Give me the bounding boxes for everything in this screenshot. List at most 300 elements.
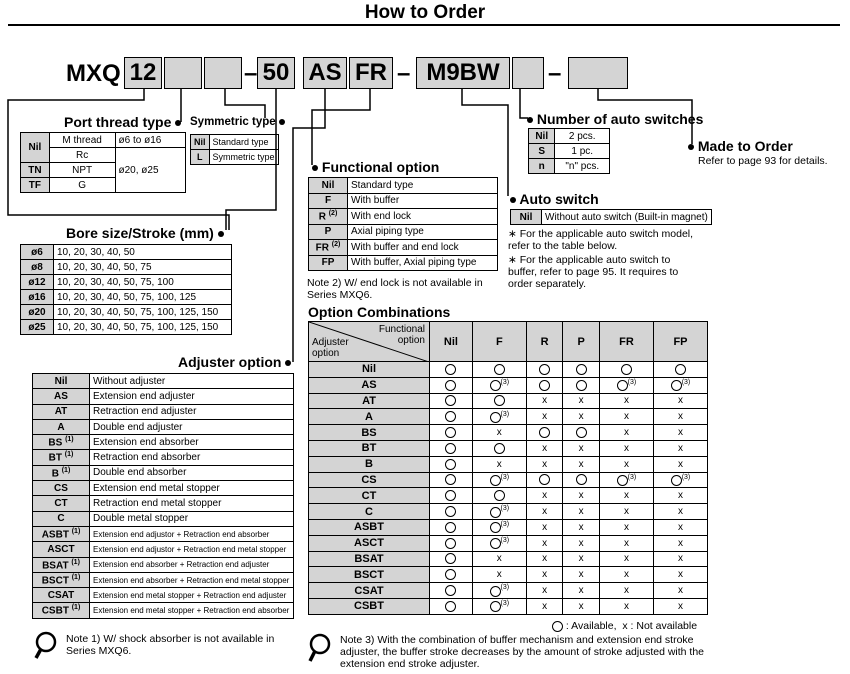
row-header: Nil — [309, 362, 430, 378]
combination-cell — [430, 504, 473, 520]
port-thread-type: NPT — [49, 163, 115, 178]
adjuster-desc: Extension end absorber + Retraction end adjuster — [90, 557, 294, 572]
not-available-mark: x — [542, 506, 548, 518]
available-circle-icon — [445, 506, 456, 517]
footnote-ref: (3) — [627, 473, 637, 481]
not-available-mark: x — [677, 395, 683, 407]
not-available-mark: x — [578, 442, 584, 454]
magnifier-icon — [34, 631, 60, 661]
combination-cell — [526, 456, 563, 472]
combination-cell — [653, 583, 707, 599]
not-available-mark: x — [578, 506, 584, 518]
combination-cell — [563, 393, 600, 409]
combination-cell — [526, 488, 563, 504]
combination-cell — [563, 377, 600, 393]
available-circle-icon — [445, 538, 456, 549]
row-header: BT — [309, 440, 430, 456]
magnifier-icon — [308, 632, 334, 664]
combination-cell — [526, 440, 563, 456]
table-row — [309, 535, 708, 551]
available-circle-icon — [445, 490, 456, 501]
adjuster-key-label: CSAT — [47, 589, 75, 601]
made-to-order-desc: Refer to page 93 for details. — [698, 155, 828, 167]
combination-cell — [526, 504, 563, 520]
port-thread-key: TN — [21, 163, 50, 178]
functional-key — [309, 193, 348, 209]
combination-cell — [472, 393, 526, 409]
available-circle-icon — [539, 380, 550, 391]
combination-cell — [430, 551, 473, 567]
auto-switch-note: ∗ For the applicable auto switch model, refer to the table below. — [508, 228, 694, 252]
available-circle-icon — [445, 411, 456, 422]
adjuster-key — [33, 450, 90, 465]
table-row — [309, 583, 708, 599]
not-available-mark: x — [578, 569, 584, 581]
column-header: R — [526, 322, 563, 362]
table-row — [33, 603, 294, 618]
adjuster-desc: Double end adjuster — [90, 419, 294, 434]
available-circle-icon — [552, 621, 563, 632]
footnote-ref: (3) — [500, 473, 510, 481]
footnote-ref: (3) — [500, 584, 510, 592]
combination-cell — [430, 393, 473, 409]
num-switches-val: 2 pcs. — [555, 129, 610, 144]
available-circle-icon — [445, 364, 456, 375]
combination-cell — [599, 377, 653, 393]
combination-cell — [599, 409, 653, 425]
table-row — [33, 526, 294, 541]
not-available-mark: x — [623, 458, 629, 470]
adjuster-key-label: AS — [54, 390, 68, 402]
not-available-mark: x — [542, 458, 548, 470]
code-dash-1: – — [244, 60, 258, 87]
footnote-ref: (1) — [61, 466, 71, 474]
combination-cell — [653, 567, 707, 583]
adjuster-desc: Double metal stopper — [90, 511, 294, 526]
bore-key: ø25 — [21, 320, 54, 335]
table-row — [309, 393, 708, 409]
bore-key: ø20 — [21, 305, 54, 320]
port-thread-header: Port thread type — [64, 114, 181, 130]
available-circle-icon — [490, 475, 501, 486]
combination-cell — [430, 409, 473, 425]
combination-cell — [599, 504, 653, 520]
functional-desc: Axial piping type — [348, 224, 498, 240]
adjuster-key-label: BS — [48, 437, 63, 449]
adjuster-key — [33, 435, 90, 450]
bore-key: ø12 — [21, 275, 54, 290]
combination-cell — [563, 583, 600, 599]
column-header: F — [472, 322, 526, 362]
symmetric-key: Nil — [191, 135, 210, 150]
adjuster-table — [32, 373, 294, 619]
available-circle-icon — [671, 380, 682, 391]
table-row — [33, 481, 294, 496]
adjuster-desc: Extension end absorber — [90, 435, 294, 450]
adjuster-key-label: AT — [54, 406, 68, 418]
combination-cell — [430, 598, 473, 614]
not-available-mark: x — [677, 553, 683, 565]
combination-cell — [472, 519, 526, 535]
combination-cell — [563, 362, 600, 378]
bullet-dot — [285, 360, 291, 366]
row-header: C — [309, 504, 430, 520]
table-row — [309, 255, 498, 271]
not-available-mark: x — [496, 569, 502, 581]
combination-cell — [526, 472, 563, 488]
port-thread-table — [20, 132, 186, 193]
port-thread-type: Rc — [49, 148, 115, 163]
available-circle-icon — [445, 474, 456, 485]
functional-key-label: FR — [315, 242, 329, 254]
corner-cell — [309, 322, 430, 362]
table-row — [309, 551, 708, 567]
table-row — [33, 419, 294, 434]
footnote-ref: (3) — [500, 521, 510, 529]
row-header: BSCT — [309, 567, 430, 583]
bore-strokes: 10, 20, 30, 40, 50, 75, 100 — [54, 275, 232, 290]
combination-cell — [472, 488, 526, 504]
combination-cell — [653, 488, 707, 504]
combination-cell — [430, 377, 473, 393]
combination-cell — [472, 551, 526, 567]
bullet-dot — [218, 231, 224, 237]
combination-cell — [472, 504, 526, 520]
table-row — [309, 193, 498, 209]
not-available-mark: x — [623, 411, 629, 423]
footnote-ref: (3) — [500, 537, 510, 544]
bullet-dot — [688, 144, 694, 150]
combination-cell — [563, 456, 600, 472]
table-row — [309, 377, 708, 393]
combination-cell — [653, 425, 707, 441]
not-available-mark: x — [496, 458, 502, 470]
made-to-order-header: Made to Order — [688, 138, 793, 154]
not-available-mark: x — [578, 458, 584, 470]
combination-cell — [526, 362, 563, 378]
combination-cell — [430, 535, 473, 551]
adjuster-key-label: Nil — [54, 375, 68, 387]
functional-table — [308, 177, 498, 271]
bore-strokes: 10, 20, 30, 40, 50, 75, 100, 125, 150 — [54, 320, 232, 335]
combination-cell — [563, 440, 600, 456]
adjuster-desc: Retraction end absorber — [90, 450, 294, 465]
table-row — [309, 178, 498, 194]
note-2: Note 2) W/ end lock is not available in Series MXQ6. — [307, 277, 483, 301]
bullet-dot — [527, 117, 533, 123]
not-available-mark: x — [623, 442, 629, 454]
code-switch-count — [512, 57, 544, 89]
row-header: ASBT — [309, 519, 430, 535]
table-row — [309, 240, 498, 256]
bore-key: ø16 — [21, 290, 54, 305]
bore-strokes: 10, 20, 30, 40, 50, 75 — [54, 260, 232, 275]
row-header: B — [309, 456, 430, 472]
functional-desc: With end lock — [348, 209, 498, 225]
auto-switch-table — [510, 209, 712, 225]
combination-cell — [599, 425, 653, 441]
footnote-ref: (3) — [500, 600, 510, 608]
adjuster-desc: Extension end metal stopper + Retraction end adjuster — [90, 588, 294, 603]
adjuster-key — [33, 511, 90, 526]
corner-top-label: Functional option — [378, 324, 425, 346]
combination-cell — [472, 440, 526, 456]
functional-desc: With buffer, Axial piping type — [348, 255, 498, 271]
combination-cell — [599, 472, 653, 488]
functional-key — [309, 224, 348, 240]
available-circle-icon — [490, 507, 501, 518]
combination-cell — [526, 598, 563, 614]
combination-cell — [563, 425, 600, 441]
not-available-mark: x — [542, 600, 548, 612]
port-thread-key: Nil — [21, 133, 50, 163]
combination-cell — [653, 535, 707, 551]
available-circle-icon — [675, 364, 686, 375]
not-available-mark: x — [623, 537, 629, 549]
adjuster-key-label: ASCT — [47, 543, 75, 555]
not-available-mark: x — [542, 521, 548, 533]
available-circle-icon — [490, 522, 501, 533]
row-header: BSAT — [309, 551, 430, 567]
not-available-mark: x — [578, 537, 584, 549]
bore-strokes: 10, 20, 30, 40, 50, 75, 100, 125, 150 — [54, 305, 232, 320]
functional-key — [309, 240, 348, 256]
num-switches-key: n — [529, 159, 555, 174]
adjuster-key — [33, 572, 90, 587]
combination-cell — [430, 583, 473, 599]
combination-cell — [472, 472, 526, 488]
not-available-mark: x — [542, 490, 548, 502]
legend: : Available, x : Not available — [552, 620, 697, 632]
adjuster-key-label: BT — [48, 452, 62, 464]
adjuster-desc: Extension end adjustor + Retraction end metal stopper — [90, 542, 294, 557]
combination-cell — [599, 519, 653, 535]
combination-cell — [526, 567, 563, 583]
functional-header: Functional option — [312, 159, 439, 175]
not-available-mark: x — [677, 537, 683, 549]
not-available-mark: x — [578, 585, 584, 597]
not-available-mark: x — [578, 411, 584, 423]
available-circle-icon — [490, 601, 501, 612]
adjuster-key — [33, 542, 90, 557]
bore-strokes: 10, 20, 30, 40, 50 — [54, 245, 232, 260]
not-available-mark: x — [677, 521, 683, 533]
functional-key-label: P — [324, 226, 332, 238]
auto-switch-key: Nil — [511, 210, 542, 225]
available-circle-icon — [445, 427, 456, 438]
available-circle-icon — [490, 412, 501, 423]
port-thread-type: G — [49, 178, 115, 193]
table-row — [309, 440, 708, 456]
not-available-mark: x — [578, 395, 584, 407]
row-header: ASCT — [309, 535, 430, 551]
symmetric-desc: Symmetric type — [209, 150, 278, 165]
combination-cell — [472, 567, 526, 583]
auto-switch-note: ∗ For the applicable auto switch to buffer, refer to page 95. It requires to order separately. — [508, 254, 679, 290]
functional-desc: With buffer — [348, 193, 498, 209]
row-header: A — [309, 409, 430, 425]
combination-cell — [563, 535, 600, 551]
not-available-mark: x — [542, 411, 548, 423]
footnote-ref: (1) — [65, 436, 74, 444]
not-available-mark: x — [677, 490, 683, 502]
column-header: P — [563, 322, 600, 362]
bore-header: Bore size/Stroke (mm) — [66, 225, 224, 241]
adjuster-desc: Without adjuster — [90, 374, 294, 389]
port-thread-range: ø6 to ø16 — [115, 133, 185, 148]
available-circle-icon — [445, 522, 456, 533]
combination-cell — [472, 456, 526, 472]
footnote-ref: (2) — [328, 210, 338, 218]
functional-key-label: Nil — [321, 179, 335, 191]
row-header: CSBT — [309, 598, 430, 614]
not-available-mark: x — [623, 569, 629, 581]
footnote-ref: (3) — [500, 410, 510, 418]
available-circle-icon — [490, 538, 501, 549]
not-available-mark: x — [578, 553, 584, 565]
footnote-ref: (3) — [681, 473, 691, 481]
available-circle-icon — [445, 459, 456, 470]
combination-cell — [653, 440, 707, 456]
bore-table — [20, 244, 232, 335]
code-functional: FR — [349, 57, 393, 89]
functional-desc: Standard type — [348, 178, 498, 194]
not-available-mark: x — [542, 442, 548, 454]
not-available-mark: x — [623, 506, 629, 518]
combination-cell — [653, 393, 707, 409]
combination-cell — [430, 472, 473, 488]
combination-cell — [430, 362, 473, 378]
adjuster-key-label: BSCT — [41, 575, 69, 587]
combination-cell — [599, 393, 653, 409]
not-available-mark: x — [542, 569, 548, 581]
combination-cell — [563, 409, 600, 425]
available-circle-icon — [494, 395, 505, 406]
not-available-mark: x — [542, 537, 548, 549]
adjuster-key — [33, 526, 90, 541]
combination-cell — [472, 409, 526, 425]
combination-cell — [599, 567, 653, 583]
combination-cell — [599, 598, 653, 614]
symmetric-header: Symmetric type — [190, 116, 285, 128]
footnote-ref: (1) — [71, 604, 81, 612]
bullet-dot — [175, 120, 181, 126]
adjuster-key — [33, 588, 90, 603]
combination-cell — [430, 519, 473, 535]
combination-cell — [563, 504, 600, 520]
footnote-ref: (1) — [71, 573, 81, 581]
not-available-mark: x — [677, 427, 683, 439]
combination-cell — [653, 504, 707, 520]
adjuster-desc: Extension end metal stopper — [90, 481, 294, 496]
combination-cell — [653, 456, 707, 472]
port-thread-range: ø20, ø25 — [115, 148, 185, 193]
symmetric-key: L — [191, 150, 210, 165]
column-header: FR — [599, 322, 653, 362]
combination-cell — [563, 598, 600, 614]
not-available-mark: x — [578, 490, 584, 502]
adjuster-key — [33, 603, 90, 618]
combination-cell — [430, 440, 473, 456]
not-available-mark: x — [623, 427, 629, 439]
table-row — [33, 572, 294, 587]
bullet-dot — [312, 165, 318, 171]
combination-cell — [430, 425, 473, 441]
not-available-mark: x — [677, 600, 683, 612]
table-row — [33, 511, 294, 526]
available-circle-icon — [539, 474, 550, 485]
available-circle-icon — [445, 443, 456, 454]
code-made-to-order — [568, 57, 628, 89]
available-circle-icon — [445, 601, 456, 612]
available-circle-icon — [576, 380, 587, 391]
port-thread-key: TF — [21, 178, 50, 193]
adjuster-key — [33, 389, 90, 404]
bore-key: ø6 — [21, 245, 54, 260]
not-available-mark: x — [496, 427, 502, 439]
adjuster-key-label: CT — [54, 498, 68, 510]
not-available-mark: x — [578, 600, 584, 612]
not-available-mark: x — [542, 553, 548, 565]
combination-cell — [653, 472, 707, 488]
adjuster-desc: Extension end absorber + Retraction end metal stopper — [90, 572, 294, 587]
num-switches-key: Nil — [529, 129, 555, 144]
combination-cell — [526, 535, 563, 551]
adjuster-key-label: CS — [54, 482, 68, 494]
combination-cell — [599, 535, 653, 551]
table-row — [309, 519, 708, 535]
combination-cell — [526, 583, 563, 599]
not-available-mark: x — [677, 411, 683, 423]
not-available-mark: x — [677, 585, 683, 597]
not-available-mark: x — [623, 490, 629, 502]
row-header: CSAT — [309, 583, 430, 599]
row-header: BS — [309, 425, 430, 441]
combination-cell — [430, 456, 473, 472]
code-bore-size: 12 — [124, 57, 162, 89]
bore-key: ø8 — [21, 260, 54, 275]
column-header: Nil — [430, 322, 473, 362]
bore-strokes: 10, 20, 30, 40, 50, 75, 100, 125 — [54, 290, 232, 305]
code-dash-2: – — [397, 60, 411, 87]
table-row — [33, 542, 294, 557]
not-available-mark: x — [677, 458, 683, 470]
combination-cell — [563, 488, 600, 504]
adjuster-key — [33, 419, 90, 434]
not-available-mark: x — [496, 553, 502, 565]
adjuster-desc: Retraction end adjuster — [90, 404, 294, 419]
code-auto-switch: M9BW — [416, 57, 510, 89]
available-circle-icon — [490, 586, 501, 597]
table-row — [33, 374, 294, 389]
option-combinations-header: Option Combinations — [308, 304, 451, 320]
combination-cell — [526, 519, 563, 535]
combination-cell — [526, 377, 563, 393]
combination-cell — [653, 362, 707, 378]
adjuster-desc: Extension end metal stopper + Retraction end absorber — [90, 603, 294, 618]
combination-cell — [599, 583, 653, 599]
row-header: CT — [309, 488, 430, 504]
adjuster-key-label: ASBT — [41, 529, 69, 541]
adjuster-desc: Extension end adjuster — [90, 389, 294, 404]
available-circle-icon — [494, 364, 505, 375]
available-circle-icon — [576, 474, 587, 485]
adjuster-desc: Extension end adjustor + Retraction end absorber — [90, 526, 294, 541]
functional-desc: With buffer and end lock — [348, 240, 498, 256]
combination-cell — [563, 472, 600, 488]
combination-cell — [653, 409, 707, 425]
footnote-ref: (3) — [500, 505, 510, 513]
